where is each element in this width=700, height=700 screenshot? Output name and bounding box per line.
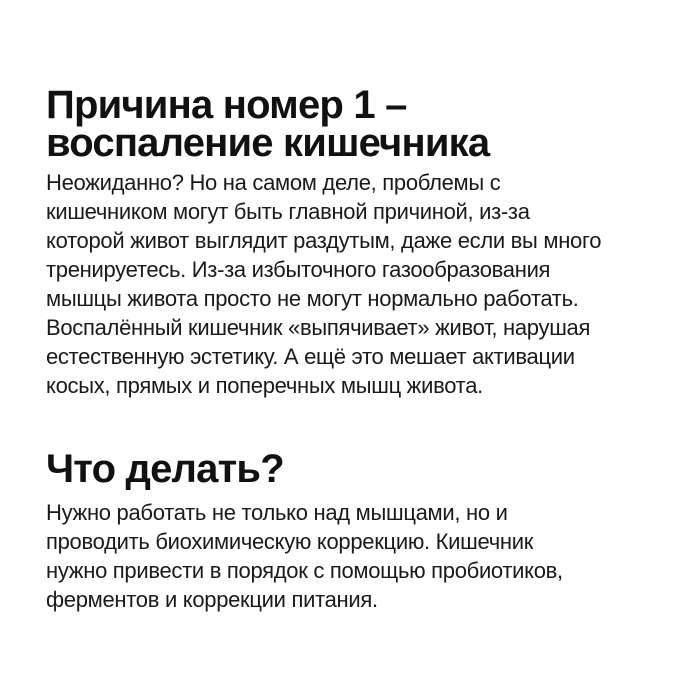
body-line: которой живот выглядит раздутым, даже если вы много <box>46 228 602 253</box>
heading-line: Что делать? <box>46 447 284 491</box>
body-line: Воспалённый кишечник «выпячивает» живот, нарушая <box>46 315 591 340</box>
heading-line: воспаление кишечника <box>46 121 490 165</box>
body-line: ферментов и коррекции питания. <box>46 587 378 612</box>
body-line: нужно привести в порядок с помощью пробиотиков, <box>46 558 563 583</box>
section-heading-what-to-do <box>46 447 284 491</box>
heading-line: Причина номер 1 – <box>46 83 407 127</box>
body-line: кишечником могут быть главной причиной, из-за <box>46 199 530 224</box>
body-line: мышцы живота просто не могут нормально работать. <box>46 286 579 311</box>
section-body-what-to-do <box>46 498 563 614</box>
body-line: Нужно работать не только над мышцами, но и <box>46 500 508 525</box>
body-line: тренируетесь. Из-за избыточного газообразования <box>46 257 551 282</box>
section-body-cause <box>46 168 601 400</box>
body-line: косых, прямых и поперечных мышц живота. <box>46 373 483 398</box>
body-line: проводить биохимическую коррекцию. Кишечник <box>46 529 534 554</box>
body-line: естественную эстетику. А ещё это мешает активации <box>46 344 575 369</box>
body-line: Неожиданно? Но на самом деле, проблемы с <box>46 170 501 195</box>
section-heading-cause <box>46 83 490 165</box>
